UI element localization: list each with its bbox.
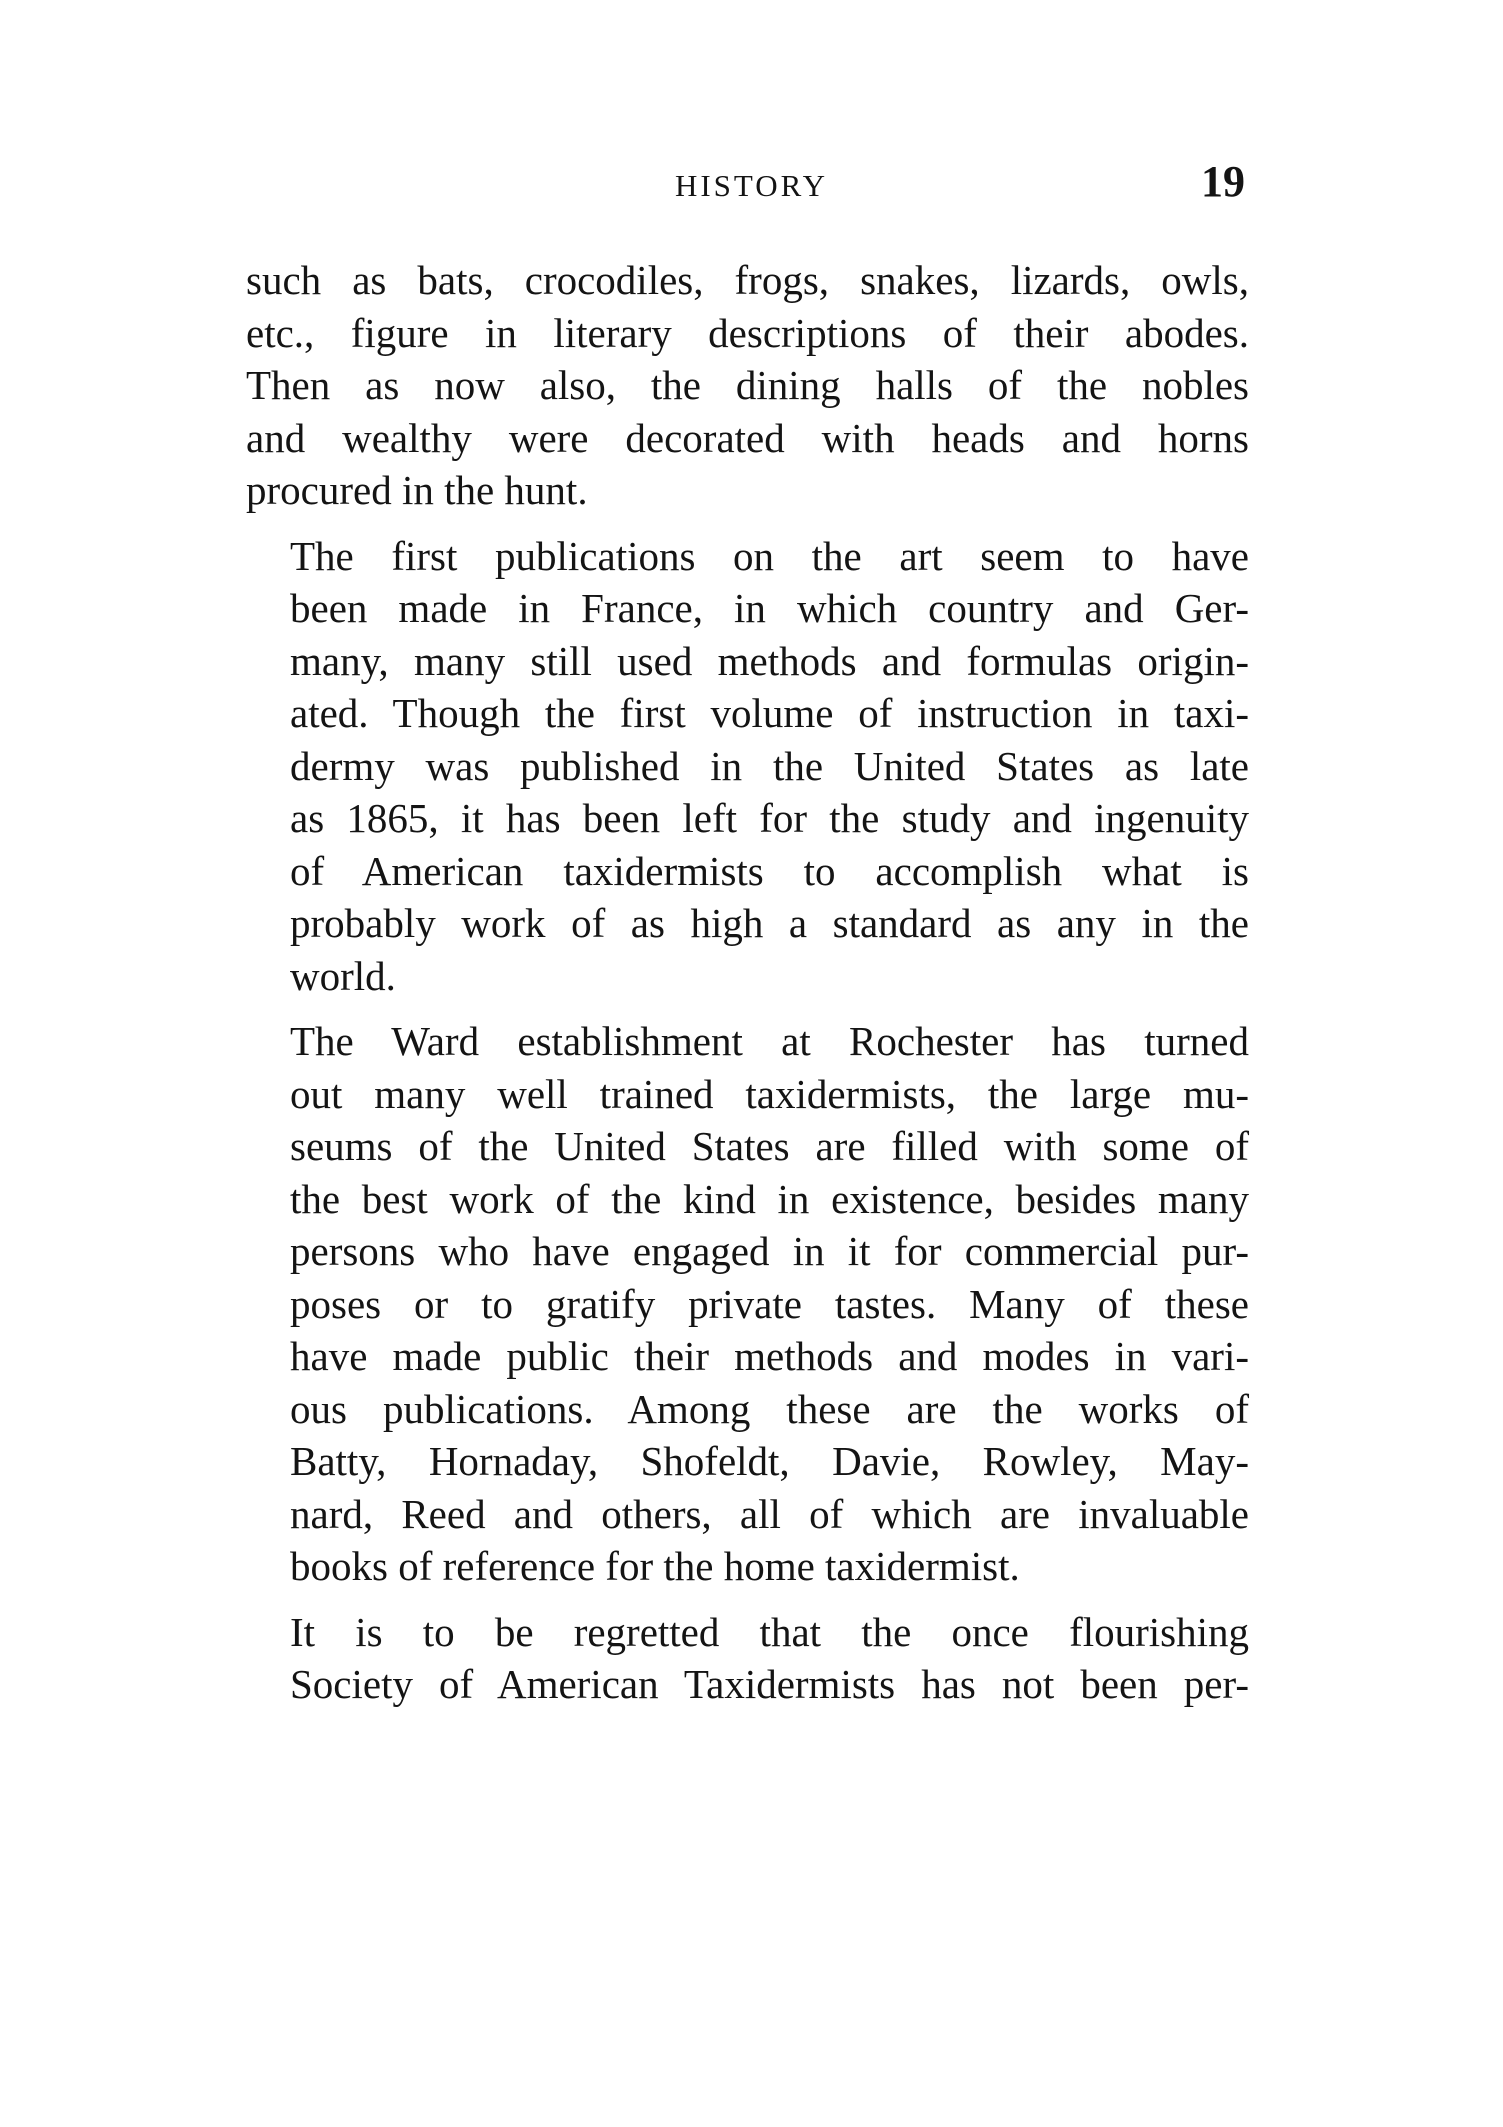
text-line: and wealthy were decorated with heads and horns	[246, 414, 1249, 461]
text-line: procured in the hunt.	[246, 467, 588, 513]
text-line: out many well trained taxidermists, the large mu-	[290, 1070, 1249, 1117]
text-line: dermy was published in the United States as late	[290, 742, 1249, 789]
paragraph-1	[246, 254, 1249, 517]
text-line: The Ward establishment at Rochester has turned	[290, 1018, 1249, 1064]
running-head	[0, 157, 1503, 210]
page-number: 19	[1201, 157, 1245, 206]
text-line: of American taxidermists to accomplish what is	[290, 847, 1249, 894]
text-line: ous publications. Among these are the works of	[290, 1385, 1249, 1432]
text-line: probably work of as high a standard as any in the	[290, 900, 1249, 946]
text-line: books of reference for the home taxidermist.	[290, 1543, 1020, 1589]
text-line: world.	[290, 952, 396, 999]
body-text	[246, 254, 1249, 1711]
text-line: have made public their methods and modes in vari-	[290, 1333, 1249, 1379]
paragraph-2	[246, 530, 1249, 1003]
paragraph-3	[246, 1015, 1249, 1593]
text-line: Then as now also, the dining halls of the nobles	[246, 362, 1249, 408]
text-line: Society of American Taxidermists has not been per-	[290, 1661, 1249, 1707]
text-line: etc., figure in literary descriptions of their abodes.	[246, 309, 1249, 356]
text-line: It is to be regretted that the once flourishing	[290, 1608, 1249, 1655]
text-line: many, many still used methods and formulas origin-	[290, 637, 1249, 684]
text-line: ated. Though the first volume of instruction in taxi-	[290, 690, 1249, 736]
text-line: as 1865, it has been left for the study and ingenuity	[290, 795, 1249, 841]
running-title: HISTORY	[674, 168, 829, 203]
text-line: been made in France, in which country and Ger-	[290, 585, 1249, 631]
text-line: Batty, Hornaday, Shofeldt, Davie, Rowley, May-	[290, 1438, 1249, 1484]
paragraph-4	[246, 1606, 1249, 1711]
text-line: The first publications on the art seem to have	[290, 532, 1249, 579]
text-line: such as bats, crocodiles, frogs, snakes, lizards, owls,	[246, 257, 1249, 303]
text-line: persons who have engaged in it for commercial pur-	[290, 1228, 1249, 1274]
text-line: seums of the United States are filled with some of	[290, 1123, 1249, 1169]
text-line: poses or to gratify private tastes. Many of these	[290, 1280, 1249, 1327]
text-line: nard, Reed and others, all of which are invaluable	[290, 1490, 1249, 1537]
text-line: the best work of the kind in existence, besides many	[290, 1175, 1249, 1222]
